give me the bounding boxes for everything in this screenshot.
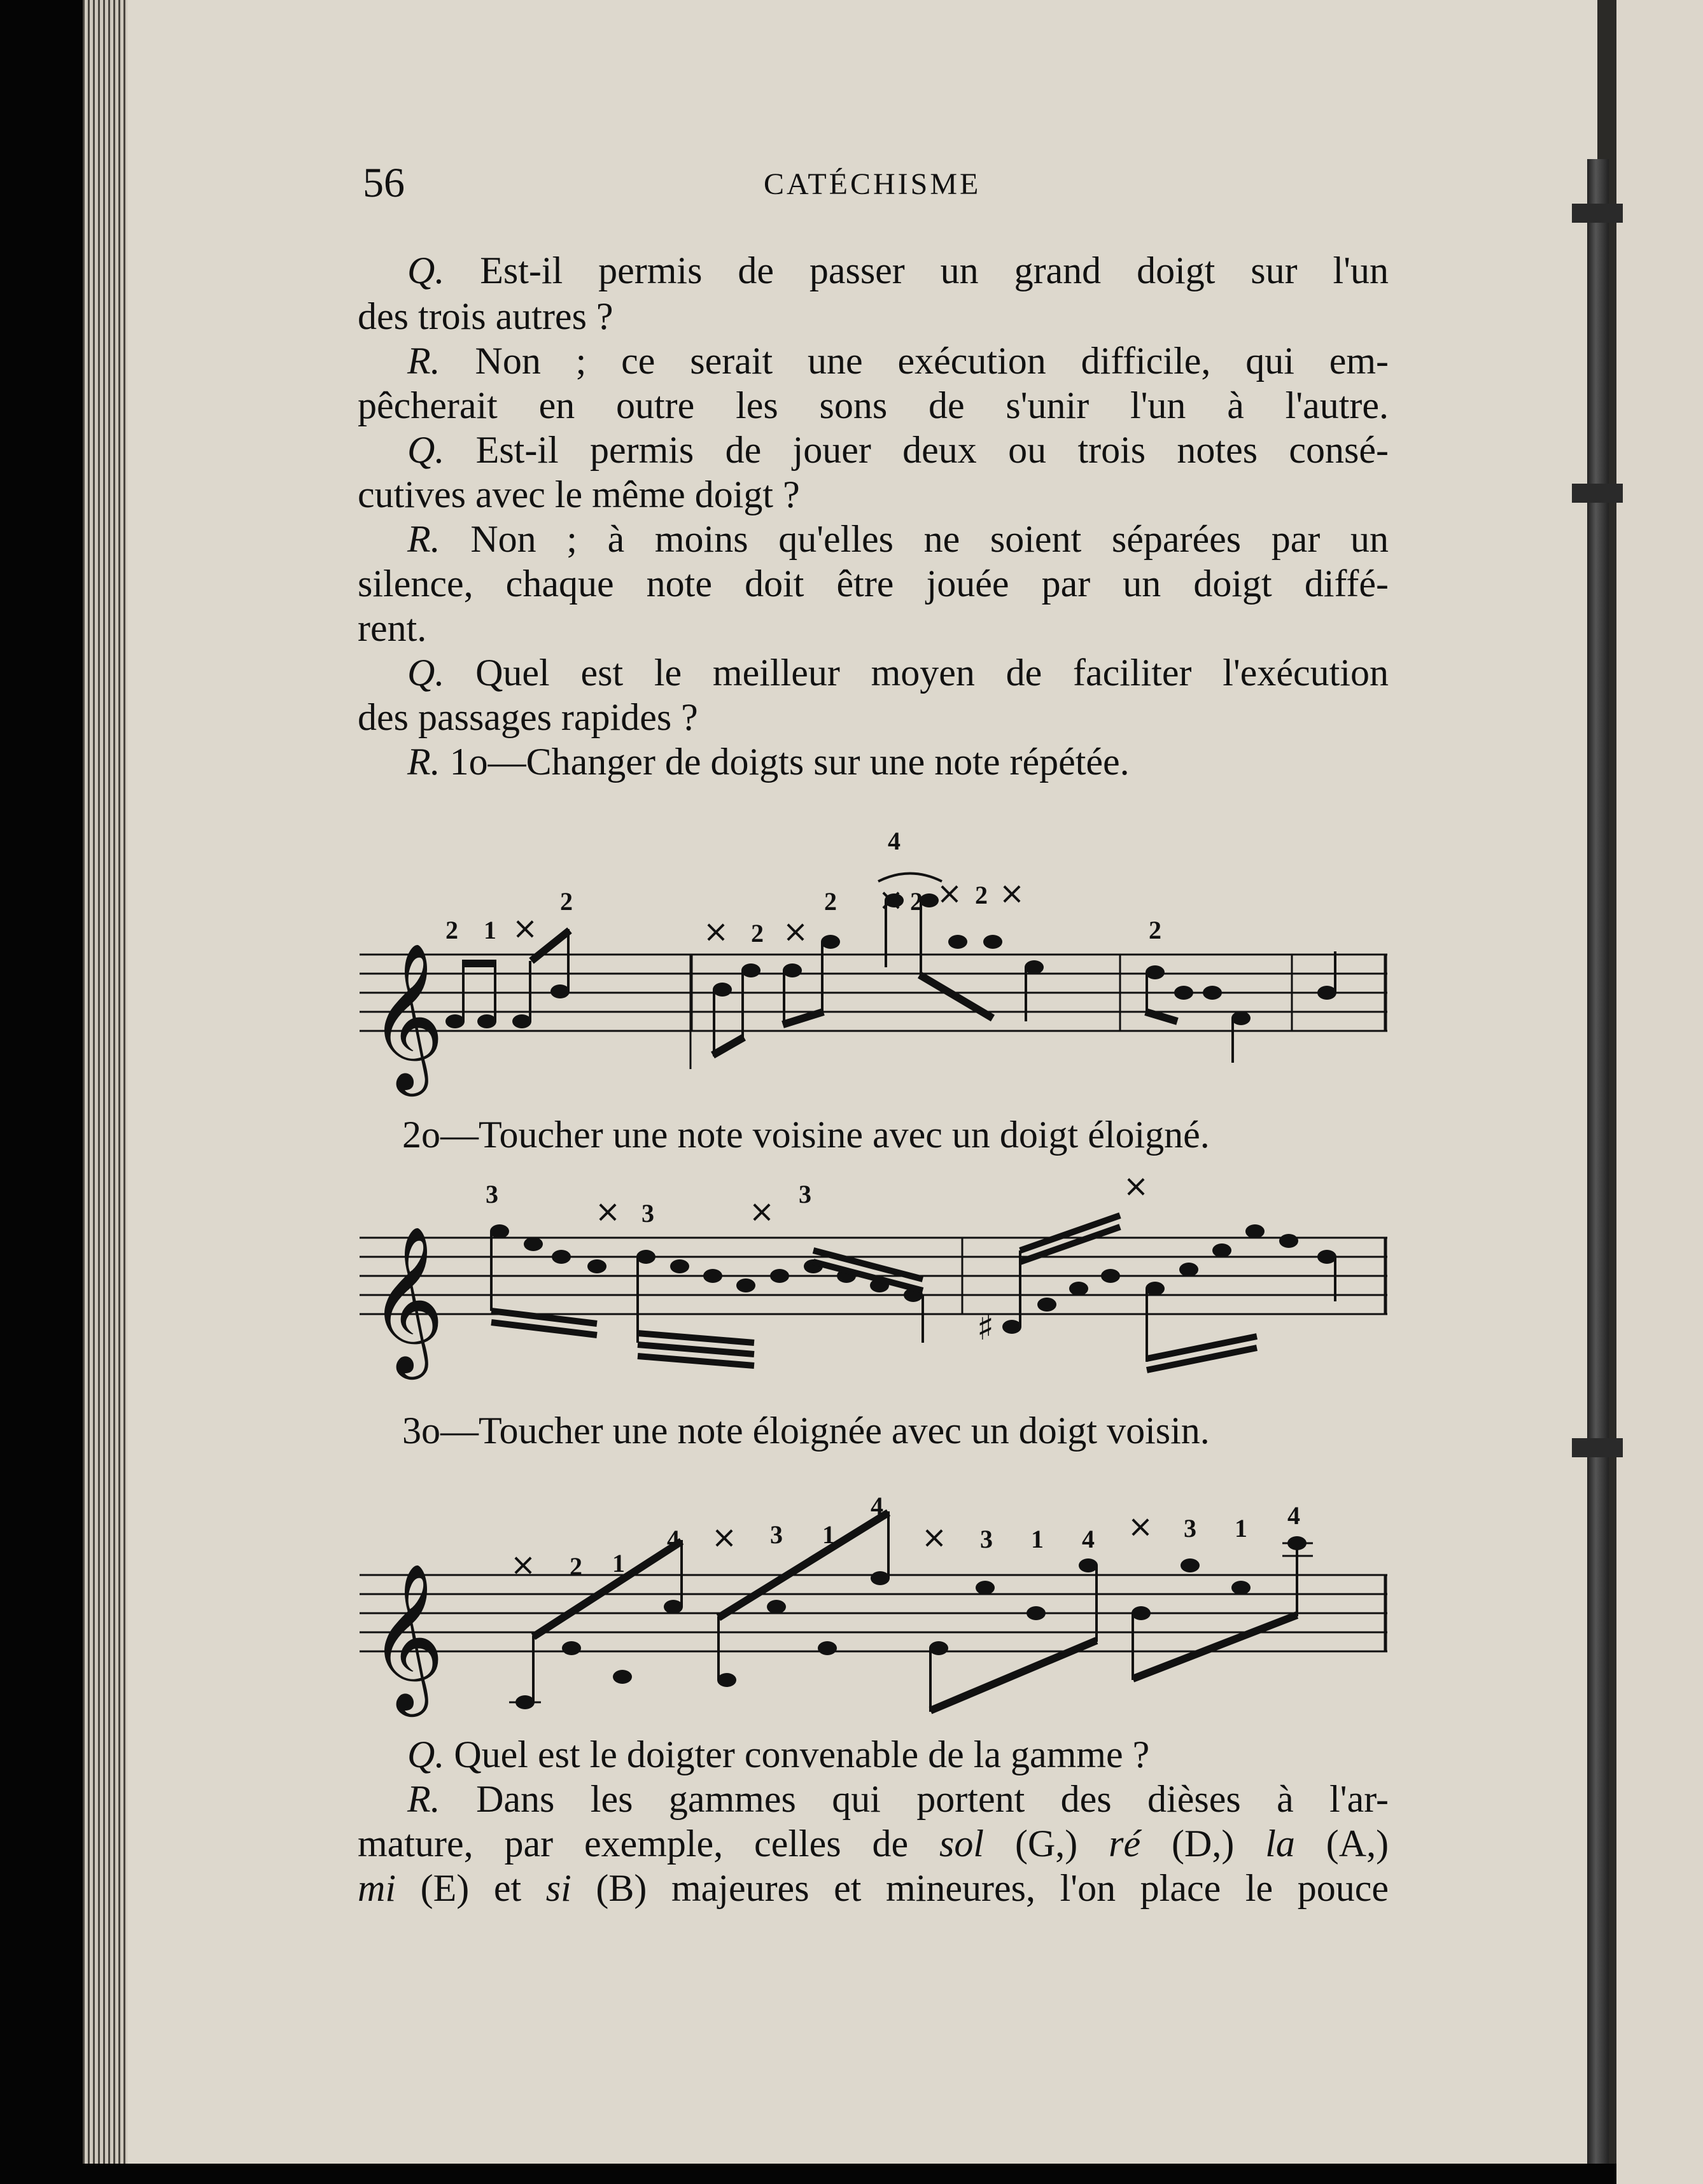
note-name: mi xyxy=(358,1867,396,1909)
text-line xyxy=(407,1780,1389,1818)
question-marker: Q. xyxy=(407,652,445,694)
finger-number: 2 xyxy=(824,887,837,916)
thumb-cross-mark: × xyxy=(921,1520,948,1555)
text-line xyxy=(407,251,1389,290)
text-line xyxy=(407,520,1389,558)
finger-number: 1 xyxy=(484,916,496,944)
finger-number: 2 xyxy=(975,881,988,909)
thumb-cross-mark: × xyxy=(510,1547,536,1583)
thumb-cross-mark: × xyxy=(711,1520,738,1555)
notes xyxy=(515,1536,1307,1709)
answer-marker: R. xyxy=(407,518,440,560)
thumb-cross-mark: × xyxy=(512,911,538,946)
finger-number: 3 xyxy=(770,1520,783,1549)
finger-number: 3 xyxy=(486,1180,498,1208)
line-text: mature, par exemple, celles de xyxy=(358,1823,909,1865)
line-text: (A,) xyxy=(1326,1823,1389,1865)
thumb-cross-mark: × xyxy=(1127,1509,1154,1544)
finger-number: 1 xyxy=(1235,1514,1247,1543)
finger-number: 4 xyxy=(667,1525,680,1553)
finger-number: 4 xyxy=(871,1492,883,1520)
text-line xyxy=(358,1824,1389,1863)
line-text: Non ; ce serait une exécution difficile, qui em- xyxy=(475,340,1389,382)
finger-number: 1 xyxy=(1031,1525,1044,1553)
note-name: ré xyxy=(1109,1823,1141,1865)
question-marker: Q. xyxy=(407,1733,445,1775)
stems xyxy=(533,1511,1297,1712)
running-title: CATÉCHISME xyxy=(764,167,981,201)
finger-number: 2 xyxy=(445,916,458,944)
text-line: cutives avec le même doigt ? xyxy=(358,473,800,515)
finger-number: 1 xyxy=(822,1520,835,1549)
binding-cord xyxy=(1587,159,1609,2164)
finger-number: 3 xyxy=(641,1199,654,1228)
text-line xyxy=(407,342,1389,380)
binding-stitch xyxy=(1572,1438,1623,1457)
finger-number: 2 xyxy=(560,887,573,916)
text-line: silence, chaque note doit être jouée par un doigt diffé- xyxy=(358,563,1389,605)
slur xyxy=(878,874,942,882)
finger-number: 2 xyxy=(910,887,923,916)
line-text: Non ; à moins qu'elles ne soient séparées par un xyxy=(470,518,1389,560)
text-line xyxy=(407,1735,1149,1774)
facing-page-strip xyxy=(1616,0,1703,2184)
note-name: si xyxy=(545,1867,571,1909)
finger-number: 2 xyxy=(1149,916,1161,944)
line-text: (G,) xyxy=(1014,1823,1078,1865)
text-line xyxy=(407,654,1389,692)
finger-number: 1 xyxy=(612,1549,625,1578)
line-text: Est-il permis de jouer deux ou trois notes consé- xyxy=(475,429,1389,471)
running-head xyxy=(0,159,1703,210)
text-line xyxy=(407,431,1389,469)
finger-number: 4 xyxy=(1082,1525,1095,1553)
text-line: des passages rapides ? xyxy=(358,696,698,738)
thumb-cross-mark: × xyxy=(782,914,809,949)
answer-marker: R. xyxy=(407,340,440,382)
line-text: (E) et xyxy=(420,1867,522,1909)
finger-number: 4 xyxy=(888,827,901,855)
line-text: Dans les gammes qui portent des dièses à l'ar- xyxy=(476,1778,1389,1820)
treble-clef: 𝄞 xyxy=(369,1562,445,1711)
line-text: (B) majeures et mineures, l'on place le pouce xyxy=(596,1867,1389,1909)
finger-number: 3 xyxy=(1184,1514,1196,1543)
text-line xyxy=(407,743,1130,781)
text-line: rent. xyxy=(358,607,427,649)
thumb-cross-mark: × xyxy=(703,914,729,949)
finger-number: 3 xyxy=(980,1525,993,1553)
example-2-label: 2o—Toucher une note voisine avec un doigt éloigné. xyxy=(402,1114,1210,1156)
line-text: 1o—Changer de doigts sur une note répétée. xyxy=(449,741,1130,783)
page-edges xyxy=(83,0,134,2164)
thumb-cross-mark: × xyxy=(594,1194,621,1229)
finger-number: 2 xyxy=(570,1552,582,1581)
page-number: 56 xyxy=(363,160,405,206)
answer-marker: R. xyxy=(407,1778,440,1820)
thumb-cross-mark: × xyxy=(999,876,1025,911)
music-example-2 xyxy=(356,1168,1391,1403)
treble-clef: 𝄞 xyxy=(369,1225,445,1373)
question-marker: Q. xyxy=(407,249,445,291)
thumb-cross-mark: × xyxy=(748,1194,775,1229)
text-line: pêcherait en outre les sons de s'unir l'un à l'autre. xyxy=(358,384,1389,426)
thumb-cross-mark: × xyxy=(936,876,963,911)
line-text: Est-il permis de passer un grand doigt sur l'un xyxy=(480,249,1389,291)
note-name: la xyxy=(1265,1823,1295,1865)
finger-number: 4 xyxy=(1287,1501,1300,1530)
music-example-3 xyxy=(356,1476,1391,1731)
music-example-1 xyxy=(356,808,1391,1101)
example-3-label: 3o—Toucher une note éloignée avec un doigt voisin. xyxy=(402,1410,1210,1452)
line-text: Quel est le doigter convenable de la gamme ? xyxy=(454,1733,1150,1775)
line-text: (D,) xyxy=(1172,1823,1235,1865)
binding-stitch xyxy=(1572,484,1623,503)
text-line: des trois autres ? xyxy=(358,295,613,337)
thumb-cross-mark: × xyxy=(1123,1168,1149,1204)
finger-number: 3 xyxy=(799,1180,811,1208)
stems xyxy=(463,900,1335,1063)
finger-number: 2 xyxy=(751,919,764,948)
text-line xyxy=(358,1869,1389,1907)
treble-clef: 𝄞 xyxy=(369,942,445,1090)
question-marker: Q. xyxy=(407,429,445,471)
note-name: sol xyxy=(939,1823,985,1865)
line-text: Quel est le meilleur moyen de faciliter l'exécution xyxy=(475,652,1389,694)
thumb-cross-mark: × xyxy=(878,882,904,918)
beams xyxy=(533,1513,1297,1711)
sharp-sign: ♯ xyxy=(977,1307,995,1348)
answer-marker: R. xyxy=(407,741,440,783)
